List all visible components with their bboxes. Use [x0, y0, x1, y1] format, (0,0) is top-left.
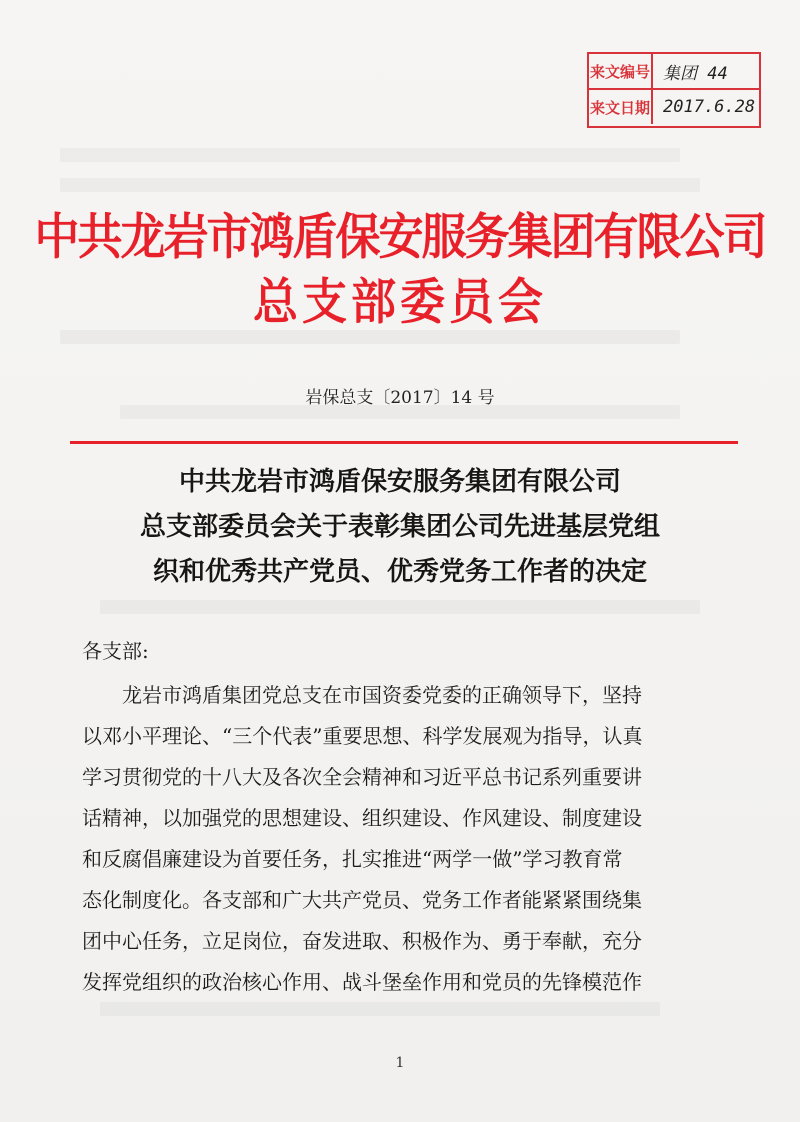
document-number: 岩保总支〔2017〕14 号 [305, 388, 495, 408]
body-paragraph [82, 675, 722, 1003]
stamp-number-value: 集团 44 [663, 63, 728, 84]
stamp-date-row [589, 90, 759, 124]
body-line: 态化制度化。各支部和广大共产党员、党务工作者能紧紧围绕集 [82, 888, 642, 912]
body-line: 团中心任务，立足岗位，奋发进取、积极作为、勇于奉献，充分 [82, 929, 642, 953]
body-line: 学习贯彻党的十八大及各次全会精神和习近平总书记系列重要讲 [82, 765, 642, 789]
decision-title-line: 织和优秀共产党员、优秀党务工作者的决定 [152, 557, 647, 587]
stamp-number-row [589, 54, 759, 90]
body-line: 话精神，以加强党的思想建设、组织建设、作风建设、制度建设 [82, 806, 642, 830]
body-line: 龙岩市鸿盾集团党总支在市国资委党委的正确领导下，坚持 [82, 683, 642, 707]
decision-title [0, 460, 800, 595]
decision-title-line: 中共龙岩市鸿盾保安服务集团有限公司 [178, 467, 621, 497]
red-divider-line [70, 441, 738, 444]
stamp-number-label: 来文编号 [589, 54, 653, 88]
bleed-through-line [60, 178, 700, 192]
body-line: 以邓小平理论、“三个代表”重要思想、科学发展观为指导，认真 [82, 724, 643, 748]
bleed-through-line [100, 1002, 660, 1016]
page-number: 1 [395, 1055, 405, 1071]
stamp-date-value: 2017.6.28 [663, 97, 756, 117]
org-title-line1: 中共龙岩市鸿盾保安服务集团有限公司 [34, 208, 766, 266]
salutation: 各支部: [82, 639, 149, 663]
receipt-stamp [587, 52, 761, 128]
org-title-line2: 总支部委员会 [252, 273, 547, 331]
stamp-date-label: 来文日期 [589, 90, 653, 124]
bleed-through-line [60, 148, 680, 162]
bleed-through-line [100, 600, 700, 614]
body-line: 发挥党组织的政治核心作用、战斗堡垒作用和党员的先锋模范作 [82, 970, 642, 994]
decision-title-line: 总支部委员会关于表彰集团公司先进基层党组 [139, 512, 660, 542]
body-line: 和反腐倡廉建设为首要任务，扎实推进“两学一做”学习教育常 [82, 847, 623, 871]
